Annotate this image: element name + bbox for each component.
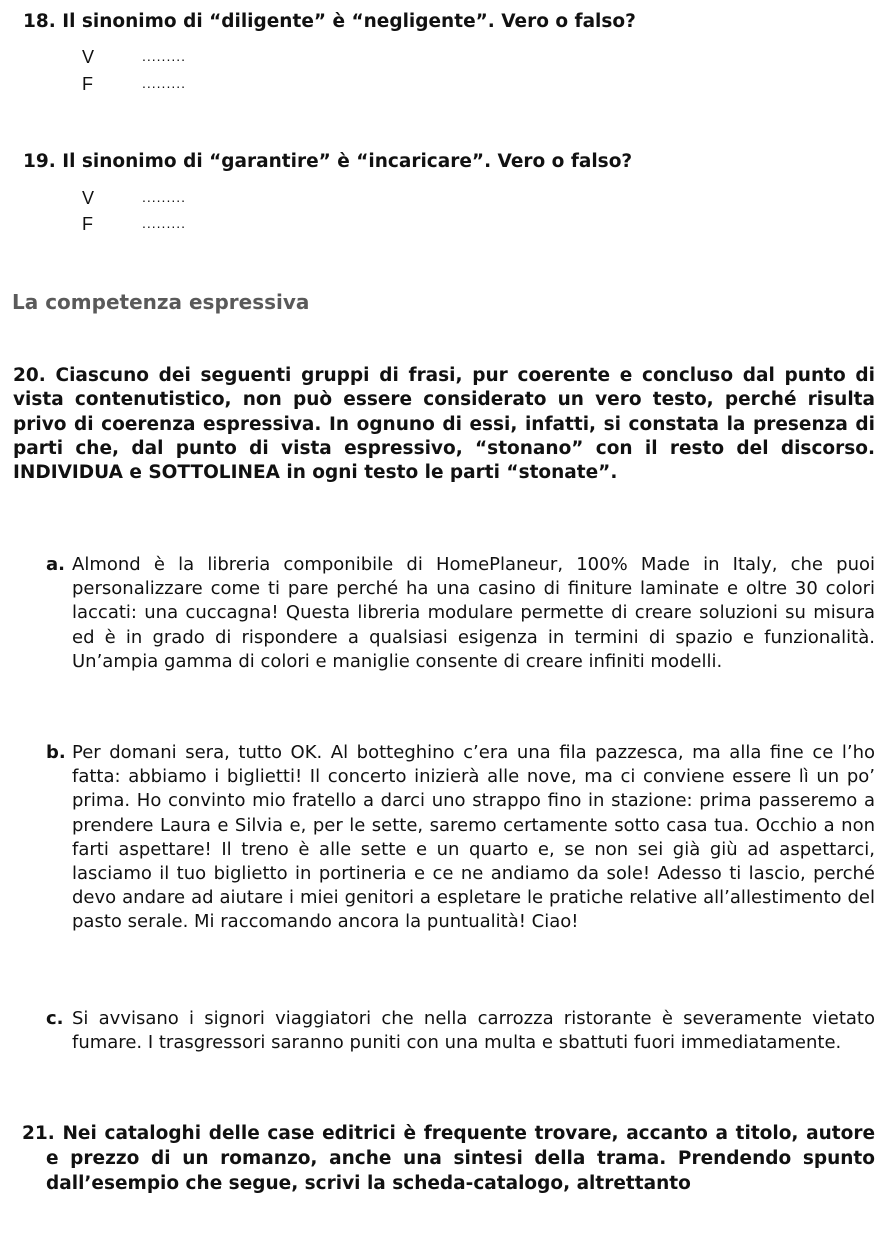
- answer-blank: .........: [142, 215, 187, 231]
- exercise-item-a: [46, 553, 875, 674]
- answer-blank: .........: [142, 189, 187, 205]
- option-letter: F: [82, 74, 93, 94]
- question-20-text: Ciascuno dei seguenti gruppi di frasi, pur coerente e concluso dal punto di vista contenutistico, non può essere considerato un vero testo, perché risulta privo di coerenza espressiva. In ognuno di essi, infatti, si constata la presenza di parti che, dal punto di vista espressivo, “stonano” con il resto del discorso. INDIVIDUA e SOTTOLINEA in ogni testo le parti “stonate”.: [13, 365, 875, 484]
- question-20-heading: [13, 364, 875, 485]
- question-18-option-true: [82, 47, 242, 69]
- item-letter: b.: [46, 742, 66, 763]
- item-text: Si avvisano i signori viaggiatori che nella carrozza ristorante è severamente vietato fumare. I trasgressori saranno puniti con una multa e sbattuti fuori immediatamente.: [72, 1008, 875, 1054]
- section-title: La competenza espressiva: [12, 290, 310, 314]
- question-21-heading: [22, 1121, 875, 1196]
- question-19-number: 19.: [23, 151, 56, 172]
- question-19-option-true: [82, 188, 242, 210]
- item-text: Per domani sera, tutto OK. Al botteghino c’era una fila pazzesca, ma alla fine ce l’ho fatta: abbiamo i biglietti! Il concerto inizierà alle nove, ma ci conviene essere lì un po’ prima. Ho convinto mio fratello a darci uno strappo fino in stazione: prima passeremo a prendere Laura e Silvia e, per le sette, saremo certamente sotto casa tua. Occhio a non farti aspettare! Il treno è alle sette e un quarto e, se non sei già giù ad aspettarci, lasciamo il tuo biglietto in portineria e ce ne andiamo da sole! Adesso ti lascio, perché devo andare ad aiutare i miei genitori a espletare le pratiche relative all’allestimento del pasto serale. Mi raccomando ancora la puntualità! Ciao!: [72, 742, 875, 933]
- question-19-option-false: [82, 214, 242, 236]
- question-19-text: Il sinonimo di “garantire” è “incaricare”. Vero o falso?: [62, 151, 633, 172]
- exercise-item-b: [46, 741, 875, 935]
- question-18-number: 18.: [23, 11, 56, 32]
- exercise-item-c: [46, 1007, 875, 1055]
- answer-blank: .........: [142, 75, 187, 91]
- question-18-option-false: [82, 74, 242, 96]
- question-19-heading: [23, 151, 632, 172]
- item-letter: a.: [46, 554, 65, 575]
- option-letter: V: [82, 47, 95, 67]
- item-text: Almond è la libreria componibile di HomePlaneur, 100% Made in Italy, che puoi personalizzare come ti pare perché ha una casino di finiture laminate e oltre 30 colori laccati: una cuccagna! Questa libreria modulare permette di creare soluzioni su misura ed è in grado di rispondere a qualsiasi esigenza in termini di spazio e funzionalità. Un’ampia gamma di colori e maniglie consente di creare infiniti modelli.: [72, 554, 875, 672]
- question-20-number: 20.: [13, 365, 46, 386]
- answer-blank: .........: [142, 48, 187, 64]
- question-18-heading: [23, 11, 636, 32]
- question-21-text: Nei cataloghi delle case editrici è frequente trovare, accanto a titolo, autore e prezzo di un romanzo, anche una sintesi della trama. Prendendo spunto dall’esempio che segue, scrivi la scheda-catalogo, altrettanto: [46, 1123, 875, 1194]
- question-21-number: 21.: [22, 1123, 55, 1144]
- item-letter: c.: [46, 1008, 64, 1029]
- option-letter: F: [82, 214, 93, 234]
- option-letter: V: [82, 188, 95, 208]
- question-18-text: Il sinonimo di “diligente” è “negligente”. Vero o falso?: [62, 11, 636, 32]
